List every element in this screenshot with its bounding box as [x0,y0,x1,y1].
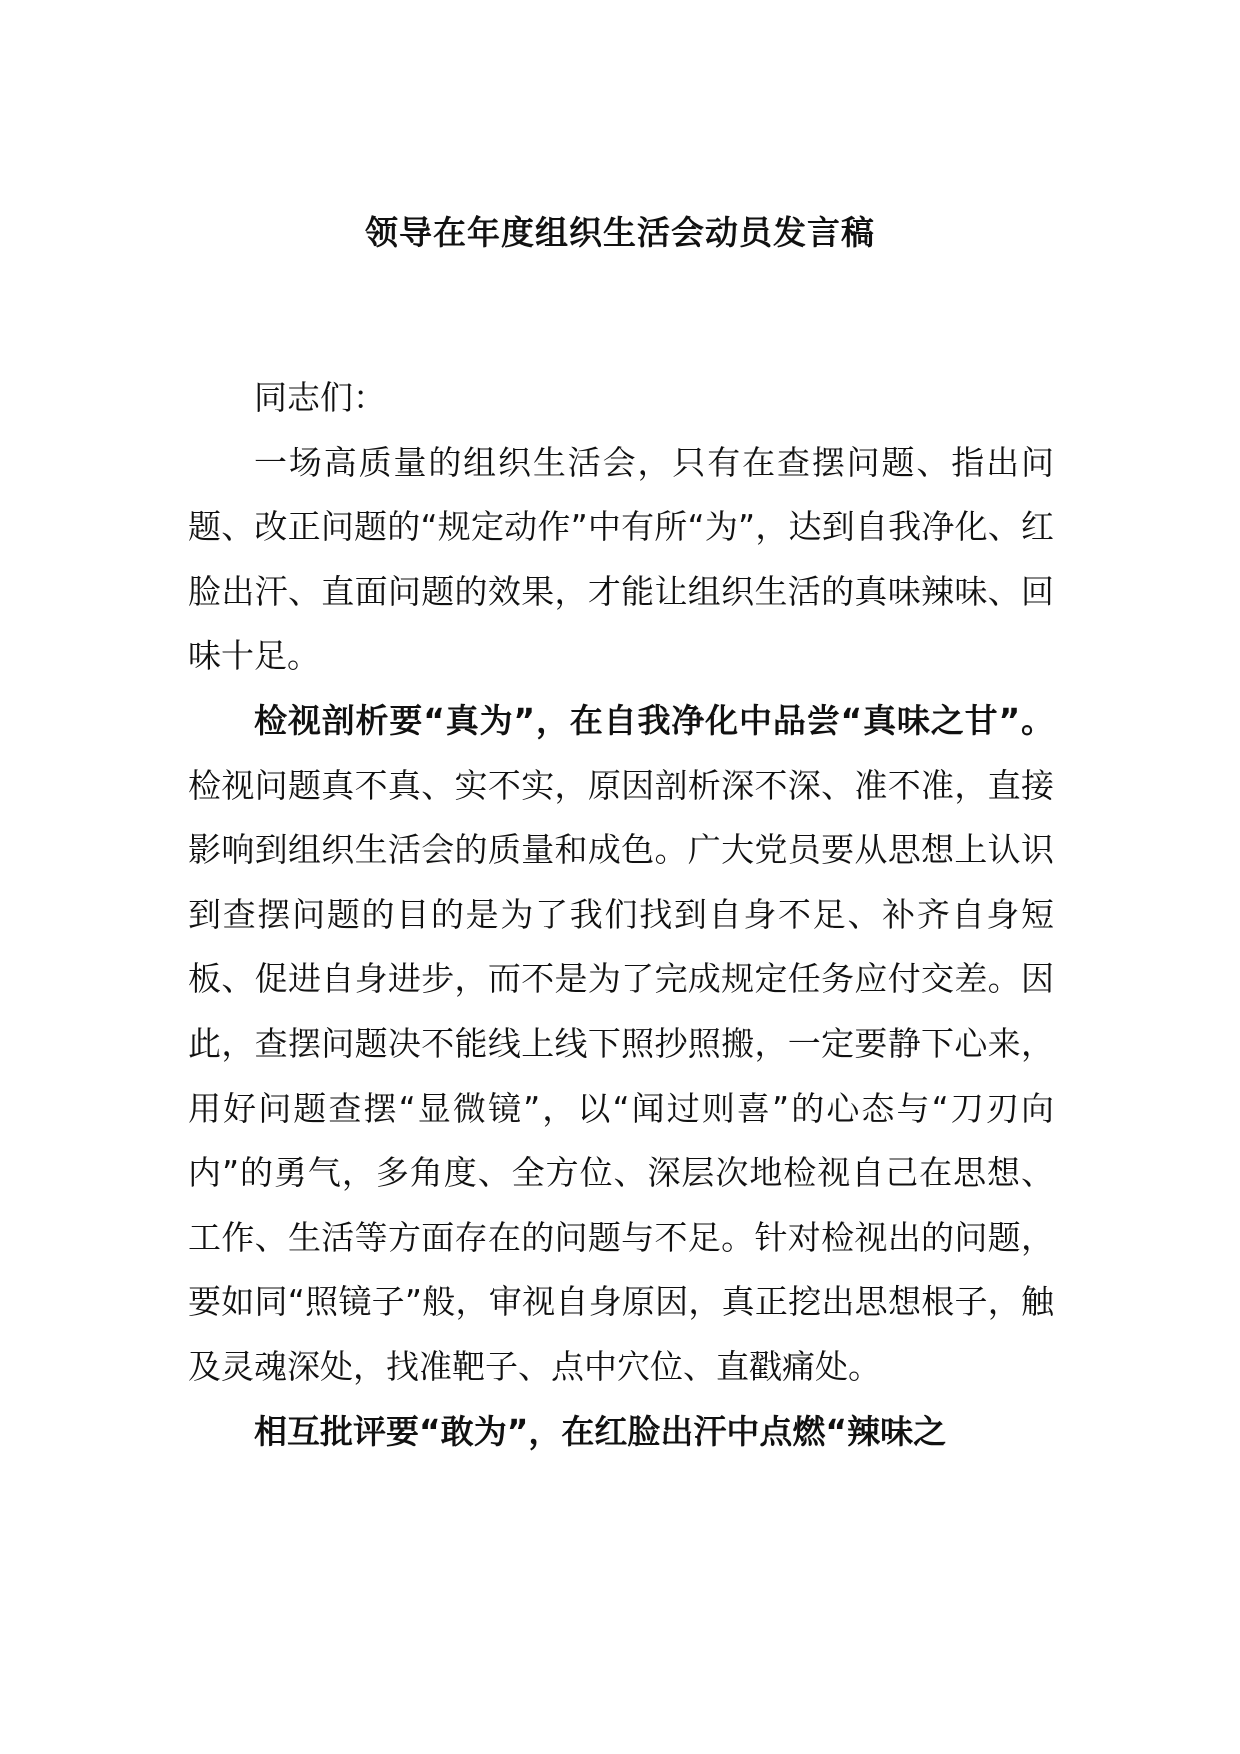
salutation: 同志们： [254,378,386,417]
document-body [188,366,1054,1464]
paragraph-text: 检视问题真不真、实不实，原因剖析深不深、准不准，直接影响到组织生活会的质量和成色。广大党员要从思想上认识到查摆问题的目的是为了我们找到自身不足、补齐自身短板、促进自身进步，而不是为了完成规定任务应付交差。因此，查摆问题决不能线上线下照抄照搬，一定要静下心来，用好问题查摆“显微镜”，以“闻过则喜”的心态与“刀刃向内”的勇气，多角度、全方位、深层次地检视自己在思想、工作、生活等方面存在的问题与不足。针对检视出的问题，要如同“照镜子”般，审视自身原因，真正挖出思想根子，触及灵魂深处，找准靶子、点中穴位、直戳痛处。 [188,765,1054,1386]
paragraph-text: 一场高质量的组织生活会，只有在查摆问题、指出问题、改正问题的“规定动作”中有所“为”，达到自我净化、红脸出汗、直面问题的效果，才能让组织生活的真味辣味、回味十足。 [188,442,1054,676]
paragraph-lead-heading: 相互批评要“敢为”，在红脸出汗中点燃“辣味之 [254,1411,947,1451]
paragraph-lead-heading: 检视剖析要“真为”，在自我净化中品尝“真味之甘”。 [254,700,1054,740]
paragraph-intro [188,431,1054,689]
paragraph-criticism [188,1400,1054,1465]
paragraph-review [188,689,1054,1400]
document-title: 领导在年度组织生活会动员发言稿 [365,213,875,252]
